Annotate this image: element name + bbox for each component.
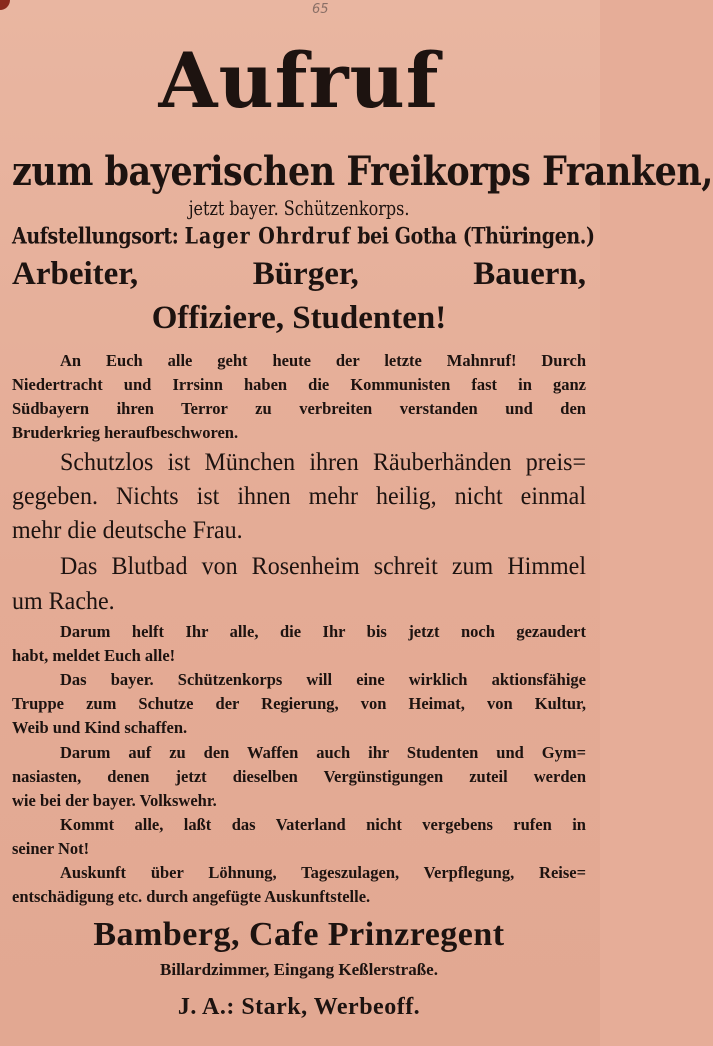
poster-subtitle: zum bayerischen Freikorps Franken, [12, 148, 713, 196]
para1-line: Niedertracht und Irrsinn haben die Kommunisten fast in ganz [12, 375, 586, 394]
para5-line: Das bayer. Schützenkorps will eine wirklich aktionsfähige [60, 670, 586, 689]
assembly-location-rest: bei Gotha (Thüringen.) [357, 223, 595, 250]
para7-line: seiner Not! [12, 839, 90, 858]
poster-title: Aufruf [158, 36, 440, 125]
signature: J. A.: Stark, Werbeoff. [177, 994, 421, 1020]
para8-line: entschädigung etc. durch angefügte Auskunftstelle. [12, 887, 371, 906]
para4-line: Darum helft Ihr alle, die Ihr bis jetzt noch gezaudert [60, 622, 586, 641]
recruitment-office: Bamberg, Cafe Prinzregent [93, 916, 505, 953]
para2-line: gegeben. Nichts ist ihnen mehr heilig, nicht einmal [12, 483, 586, 511]
para3-line: Das Blutbad von Rosenheim schreit zum Himmel [60, 553, 586, 581]
addressee-farmers: Bauern, [473, 256, 587, 292]
addressees-line-1 [12, 256, 586, 293]
para5-line: Weib und Kind schaffen. [12, 718, 188, 737]
assembly-location-camp: Lager Ohrdruf [184, 223, 351, 250]
para1-line: An Euch alle geht heute der letzte Mahnruf! Durch [60, 351, 586, 370]
para6-line: wie bei der bayer. Volkswehr. [12, 791, 217, 810]
para6-line: Darum auf zu den Waffen auch ihr Studenten und Gym= [60, 743, 586, 762]
para1-line: Bruderkrieg heraufbeschworen. [12, 423, 239, 442]
para7-line: Kommt alle, laßt das Vaterland nicht vergebens rufen in [60, 815, 586, 834]
addressee-citizens: Bürger, [252, 256, 359, 292]
para1-line: Südbayern ihren Terror zu verbreiten verstanden und den [12, 399, 586, 418]
para2-line: Schutzlos ist München ihren Räuberhänden preis= [60, 449, 586, 477]
pencil-page-number: 65 [312, 2, 329, 17]
addressees-line-2: Offiziere, Studenten! [151, 300, 447, 336]
para2-line: mehr die deutsche Frau. [12, 517, 243, 545]
para5-line: Truppe zum Schutze der Regierung, von Heimat, von Kultur, [12, 694, 586, 713]
recruitment-office-room: Billardzimmer, Eingang Keßlerstraße. [160, 960, 438, 979]
red-corner-mark [0, 0, 10, 10]
assembly-location [12, 223, 595, 250]
addressee-workers: Arbeiter, [12, 256, 139, 292]
para8-line: Auskunft über Löhnung, Tageszulagen, Verpflegung, Reise= [60, 863, 586, 882]
para6-line: nasiasten, denen jetzt dieselben Vergünstigungen zuteil werden [12, 767, 586, 786]
poster-subtitle-2: jetzt bayer. Schützenkorps. [188, 197, 410, 220]
assembly-location-label: Aufstellungsort: [12, 223, 179, 250]
para4-line: habt, meldet Euch alle! [12, 646, 176, 665]
para3-line: um Rache. [12, 588, 115, 616]
